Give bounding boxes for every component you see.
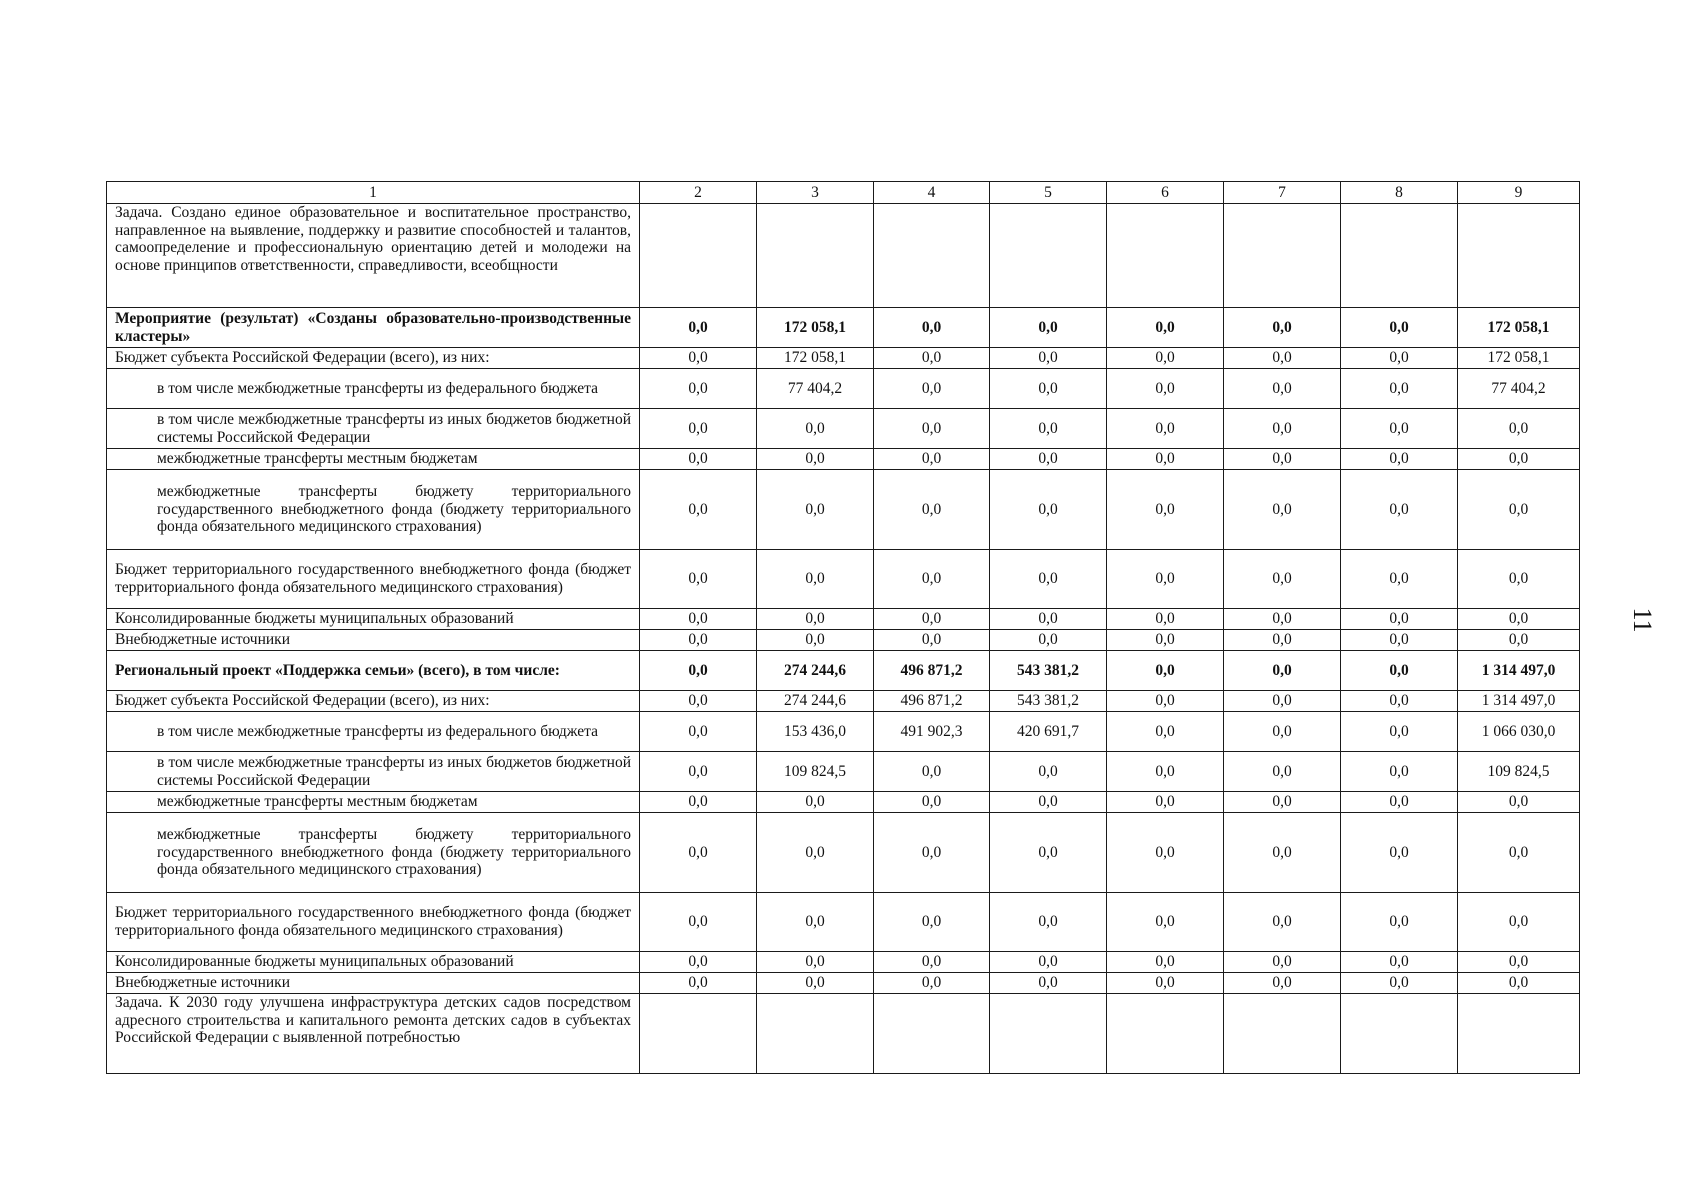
- value-cell: 0,0: [1341, 973, 1458, 994]
- value-cell: 172 058,1: [1458, 348, 1580, 369]
- value-cell: 0,0: [1458, 609, 1580, 630]
- value-cell: 0,0: [1107, 752, 1224, 792]
- value-cell: 0,0: [1224, 712, 1341, 752]
- row-label: Региональный проект «Поддержка семьи» (всего), в том числе:: [107, 651, 640, 691]
- value-cell: 0,0: [990, 973, 1107, 994]
- budget-table: [106, 181, 1580, 1074]
- value-cell: 0,0: [1224, 348, 1341, 369]
- value-cell: 0,0: [1341, 609, 1458, 630]
- value-cell: 0,0: [1341, 792, 1458, 813]
- table-row: [107, 369, 1580, 409]
- table-row: [107, 348, 1580, 369]
- value-cell: [1458, 204, 1580, 308]
- value-cell: 0,0: [1107, 348, 1224, 369]
- value-cell: [874, 994, 990, 1074]
- value-cell: 0,0: [640, 952, 757, 973]
- row-label: Бюджет территориального государственного внебюджетного фонда (бюджет территориального фонда обязательного медицинского страхования): [107, 893, 640, 952]
- value-cell: 274 244,6: [757, 691, 874, 712]
- value-cell: [1341, 994, 1458, 1074]
- value-cell: 0,0: [757, 449, 874, 470]
- value-cell: 0,0: [757, 893, 874, 952]
- value-cell: 0,0: [1224, 369, 1341, 409]
- value-cell: 0,0: [757, 550, 874, 609]
- value-cell: 0,0: [1458, 470, 1580, 550]
- value-cell: 0,0: [1458, 630, 1580, 651]
- value-cell: 1 066 030,0: [1458, 712, 1580, 752]
- value-cell: 0,0: [1341, 550, 1458, 609]
- row-label: межбюджетные трансферты бюджету территориального государственного внебюджетного фонда (бюджету территориального фонда обязательного медицинского страхования): [107, 470, 640, 550]
- row-label: Консолидированные бюджеты муниципальных образований: [107, 952, 640, 973]
- value-cell: 0,0: [640, 752, 757, 792]
- row-label: Задача. Создано единое образовательное и воспитательное пространство, направленное на выявление, поддержку и развитие способностей и талантов, самоопределение и профессиональную ориентацию детей и молодежи на основе принципов ответственности, справедливости, всеобщности: [107, 204, 640, 308]
- value-cell: 0,0: [874, 792, 990, 813]
- value-cell: 0,0: [1341, 308, 1458, 348]
- value-cell: 0,0: [1341, 409, 1458, 449]
- table-row: [107, 973, 1580, 994]
- value-cell: 0,0: [1107, 712, 1224, 752]
- value-cell: 0,0: [640, 813, 757, 893]
- value-cell: 0,0: [640, 609, 757, 630]
- table-row: [107, 792, 1580, 813]
- value-cell: 0,0: [1341, 470, 1458, 550]
- value-cell: 0,0: [1107, 651, 1224, 691]
- row-label: Задача. К 2030 году улучшена инфраструктура детских садов посредством адресного строительства и капитального ремонта детских садов в субъектах Российской Федерации с выявленной потребностью: [107, 994, 640, 1074]
- value-cell: 0,0: [874, 813, 990, 893]
- value-cell: [1107, 204, 1224, 308]
- value-cell: 0,0: [1341, 712, 1458, 752]
- table-row: [107, 470, 1580, 550]
- value-cell: [990, 204, 1107, 308]
- value-cell: 543 381,2: [990, 691, 1107, 712]
- value-cell: 0,0: [1224, 752, 1341, 792]
- value-cell: 0,0: [990, 550, 1107, 609]
- value-cell: 0,0: [1341, 893, 1458, 952]
- value-cell: 274 244,6: [757, 651, 874, 691]
- value-cell: 0,0: [874, 449, 990, 470]
- value-cell: 0,0: [1107, 630, 1224, 651]
- value-cell: 0,0: [640, 651, 757, 691]
- value-cell: 0,0: [990, 609, 1107, 630]
- value-cell: 0,0: [1107, 470, 1224, 550]
- value-cell: 0,0: [1224, 893, 1341, 952]
- value-cell: 0,0: [640, 550, 757, 609]
- value-cell: 0,0: [757, 630, 874, 651]
- value-cell: [640, 204, 757, 308]
- value-cell: 0,0: [1224, 952, 1341, 973]
- value-cell: 0,0: [1341, 752, 1458, 792]
- value-cell: 0,0: [757, 813, 874, 893]
- value-cell: 0,0: [1224, 973, 1341, 994]
- table-row: [107, 813, 1580, 893]
- table-row: [107, 712, 1580, 752]
- value-cell: 0,0: [1224, 308, 1341, 348]
- value-cell: [757, 204, 874, 308]
- value-cell: 0,0: [1107, 893, 1224, 952]
- value-cell: [640, 994, 757, 1074]
- value-cell: 0,0: [757, 792, 874, 813]
- value-cell: 0,0: [874, 973, 990, 994]
- value-cell: 0,0: [640, 348, 757, 369]
- value-cell: 543 381,2: [990, 651, 1107, 691]
- header-cell: 5: [990, 182, 1107, 204]
- header-cell: 2: [640, 182, 757, 204]
- value-cell: 172 058,1: [1458, 308, 1580, 348]
- value-cell: [874, 204, 990, 308]
- value-cell: 0,0: [1224, 691, 1341, 712]
- value-cell: 0,0: [1341, 813, 1458, 893]
- value-cell: 1 314 497,0: [1458, 691, 1580, 712]
- value-cell: 0,0: [1458, 409, 1580, 449]
- value-cell: 0,0: [990, 893, 1107, 952]
- table-row: [107, 449, 1580, 470]
- value-cell: 109 824,5: [1458, 752, 1580, 792]
- value-cell: 0,0: [757, 609, 874, 630]
- header-cell: 6: [1107, 182, 1224, 204]
- value-cell: 0,0: [1341, 952, 1458, 973]
- value-cell: 77 404,2: [757, 369, 874, 409]
- value-cell: 0,0: [1107, 973, 1224, 994]
- value-cell: 0,0: [1341, 630, 1458, 651]
- value-cell: 0,0: [1224, 813, 1341, 893]
- value-cell: 0,0: [640, 630, 757, 651]
- value-cell: [1341, 204, 1458, 308]
- value-cell: 0,0: [990, 348, 1107, 369]
- table-row: [107, 630, 1580, 651]
- value-cell: 0,0: [640, 691, 757, 712]
- page-number: 11: [1628, 607, 1657, 633]
- value-cell: 0,0: [990, 369, 1107, 409]
- value-cell: 0,0: [640, 973, 757, 994]
- value-cell: 0,0: [1341, 369, 1458, 409]
- value-cell: 172 058,1: [757, 348, 874, 369]
- table-row: [107, 893, 1580, 952]
- task-row: [107, 204, 1580, 308]
- value-cell: 0,0: [757, 409, 874, 449]
- value-cell: 0,0: [1224, 792, 1341, 813]
- value-cell: 496 871,2: [874, 651, 990, 691]
- value-cell: 172 058,1: [757, 308, 874, 348]
- value-cell: 0,0: [757, 973, 874, 994]
- value-cell: 0,0: [640, 369, 757, 409]
- value-cell: 0,0: [640, 409, 757, 449]
- value-cell: 0,0: [1458, 893, 1580, 952]
- row-label: в том числе межбюджетные трансферты из иных бюджетов бюджетной системы Российской Федерации: [107, 752, 640, 792]
- value-cell: 0,0: [640, 308, 757, 348]
- value-cell: 0,0: [990, 449, 1107, 470]
- value-cell: [1224, 204, 1341, 308]
- value-cell: 0,0: [1458, 449, 1580, 470]
- value-cell: 0,0: [874, 369, 990, 409]
- value-cell: [1224, 994, 1341, 1074]
- table-row: [107, 550, 1580, 609]
- value-cell: 0,0: [990, 792, 1107, 813]
- value-cell: 491 902,3: [874, 712, 990, 752]
- value-cell: 0,0: [874, 409, 990, 449]
- value-cell: 0,0: [1224, 550, 1341, 609]
- header-row: [107, 182, 1580, 204]
- row-label: межбюджетные трансферты местным бюджетам: [107, 449, 640, 470]
- value-cell: 0,0: [1224, 630, 1341, 651]
- value-cell: 0,0: [640, 893, 757, 952]
- row-label: в том числе межбюджетные трансферты из федерального бюджета: [107, 712, 640, 752]
- value-cell: 0,0: [1107, 813, 1224, 893]
- value-cell: [1107, 994, 1224, 1074]
- value-cell: [757, 994, 874, 1074]
- value-cell: 1 314 497,0: [1458, 651, 1580, 691]
- row-label: Мероприятие (результат) «Созданы образовательно-производственные кластеры»: [107, 308, 640, 348]
- row-label: межбюджетные трансферты бюджету территориального государственного внебюджетного фонда (бюджету территориального фонда обязательного медицинского страхования): [107, 813, 640, 893]
- value-cell: 0,0: [757, 952, 874, 973]
- task-row: [107, 994, 1580, 1074]
- value-cell: 0,0: [1224, 609, 1341, 630]
- value-cell: 0,0: [874, 609, 990, 630]
- value-cell: 0,0: [1341, 348, 1458, 369]
- value-cell: 0,0: [990, 813, 1107, 893]
- header-cell: 9: [1458, 182, 1580, 204]
- value-cell: 0,0: [1107, 308, 1224, 348]
- value-cell: 0,0: [874, 952, 990, 973]
- value-cell: 0,0: [990, 409, 1107, 449]
- row-label: Внебюджетные источники: [107, 973, 640, 994]
- value-cell: 0,0: [874, 893, 990, 952]
- header-cell: 8: [1341, 182, 1458, 204]
- value-cell: 0,0: [640, 792, 757, 813]
- value-cell: 0,0: [874, 752, 990, 792]
- value-cell: 0,0: [1458, 550, 1580, 609]
- value-cell: 0,0: [874, 348, 990, 369]
- value-cell: 0,0: [1224, 449, 1341, 470]
- value-cell: 0,0: [1107, 369, 1224, 409]
- value-cell: 0,0: [640, 470, 757, 550]
- table-row: [107, 691, 1580, 712]
- value-cell: 0,0: [640, 449, 757, 470]
- value-cell: 0,0: [1224, 470, 1341, 550]
- table-row: [107, 308, 1580, 348]
- table-row: [107, 409, 1580, 449]
- table-row: [107, 752, 1580, 792]
- value-cell: 0,0: [1107, 792, 1224, 813]
- value-cell: 0,0: [640, 712, 757, 752]
- header-cell: 4: [874, 182, 990, 204]
- row-label: Бюджет территориального государственного внебюджетного фонда (бюджет территориального фонда обязательного медицинского страхования): [107, 550, 640, 609]
- value-cell: 496 871,2: [874, 691, 990, 712]
- value-cell: 0,0: [990, 308, 1107, 348]
- header-cell: 3: [757, 182, 874, 204]
- table-row: [107, 651, 1580, 691]
- value-cell: 0,0: [874, 470, 990, 550]
- value-cell: 0,0: [1458, 973, 1580, 994]
- value-cell: 0,0: [990, 752, 1107, 792]
- value-cell: [1458, 994, 1580, 1074]
- value-cell: 77 404,2: [1458, 369, 1580, 409]
- value-cell: 0,0: [1107, 449, 1224, 470]
- value-cell: 0,0: [1341, 691, 1458, 712]
- row-label: Бюджет субъекта Российской Федерации (всего), из них:: [107, 348, 640, 369]
- header-cell: 7: [1224, 182, 1341, 204]
- value-cell: 0,0: [1224, 409, 1341, 449]
- table-row: [107, 952, 1580, 973]
- value-cell: 0,0: [990, 952, 1107, 973]
- row-label: Бюджет субъекта Российской Федерации (всего), из них:: [107, 691, 640, 712]
- value-cell: 0,0: [757, 470, 874, 550]
- table-row: [107, 609, 1580, 630]
- value-cell: 0,0: [1107, 550, 1224, 609]
- value-cell: 0,0: [1458, 813, 1580, 893]
- table-body: [107, 204, 1580, 1074]
- value-cell: 0,0: [1341, 449, 1458, 470]
- row-label: в том числе межбюджетные трансферты из иных бюджетов бюджетной системы Российской Федерации: [107, 409, 640, 449]
- value-cell: 109 824,5: [757, 752, 874, 792]
- value-cell: 0,0: [874, 308, 990, 348]
- value-cell: 0,0: [1341, 651, 1458, 691]
- value-cell: 0,0: [874, 630, 990, 651]
- row-label: Внебюджетные источники: [107, 630, 640, 651]
- value-cell: 0,0: [1107, 952, 1224, 973]
- value-cell: 0,0: [874, 550, 990, 609]
- value-cell: 0,0: [1107, 409, 1224, 449]
- value-cell: 0,0: [1224, 651, 1341, 691]
- value-cell: [990, 994, 1107, 1074]
- row-label: в том числе межбюджетные трансферты из федерального бюджета: [107, 369, 640, 409]
- value-cell: 153 436,0: [757, 712, 874, 752]
- value-cell: 420 691,7: [990, 712, 1107, 752]
- value-cell: 0,0: [1107, 691, 1224, 712]
- value-cell: 0,0: [1107, 609, 1224, 630]
- row-label: межбюджетные трансферты местным бюджетам: [107, 792, 640, 813]
- value-cell: 0,0: [1458, 952, 1580, 973]
- row-label: Консолидированные бюджеты муниципальных образований: [107, 609, 640, 630]
- value-cell: 0,0: [990, 630, 1107, 651]
- header-cell: 1: [107, 182, 640, 204]
- value-cell: 0,0: [990, 470, 1107, 550]
- value-cell: 0,0: [1458, 792, 1580, 813]
